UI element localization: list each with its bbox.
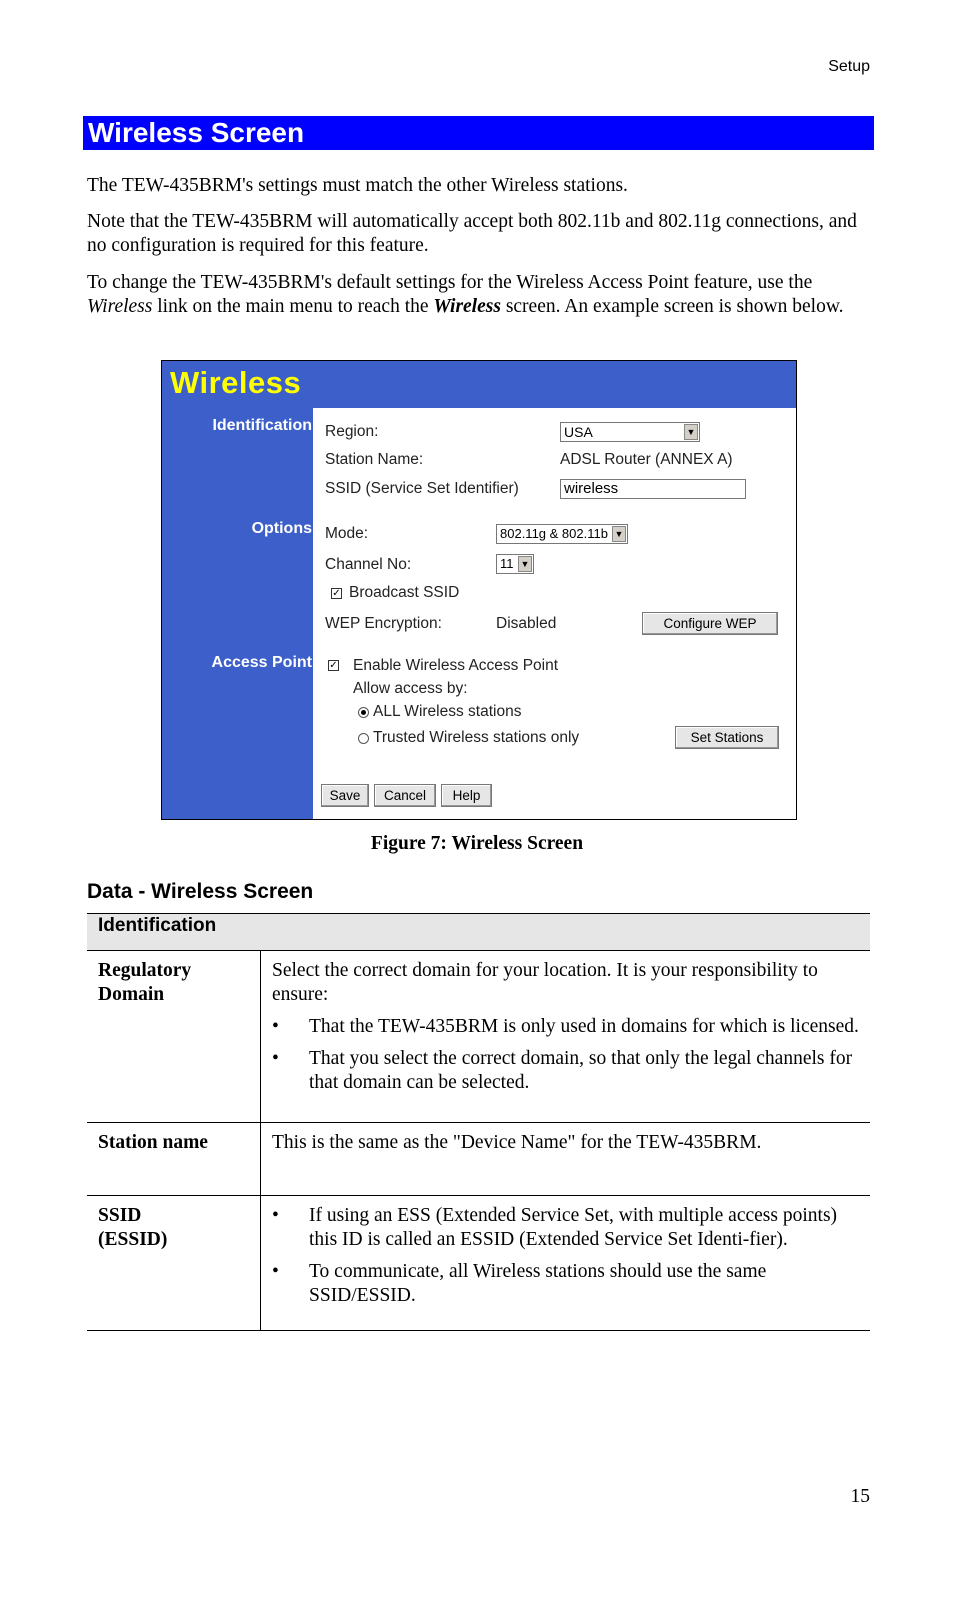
table-group-header: Identification bbox=[87, 914, 870, 951]
list-item: • That the TEW-435BRM is only used in domains for which is licensed. bbox=[272, 1015, 860, 1039]
ssid-label: SSID (Service Set Identifier) bbox=[325, 480, 519, 497]
wep-value: Disabled bbox=[496, 615, 557, 632]
settings-panel bbox=[313, 408, 797, 820]
region-label: Region: bbox=[325, 423, 379, 440]
side-label-options: Options bbox=[251, 520, 312, 537]
screenshot-title: Wireless bbox=[170, 365, 302, 400]
list-item: • To communicate, all Wireless stations should use the same SSID/ESSID. bbox=[272, 1260, 860, 1308]
channel-label: Channel No: bbox=[325, 556, 412, 573]
channel-select[interactable]: 11 ▼ bbox=[496, 554, 534, 574]
broadcast-ssid-checkbox[interactable]: ✓ bbox=[332, 588, 341, 599]
all-stations-label: ALL Wireless stations bbox=[373, 703, 522, 720]
side-label-identification: Identification bbox=[212, 417, 312, 434]
set-stations-button[interactable]: Set Stations bbox=[675, 726, 779, 749]
section-title: Wireless Screen bbox=[83, 116, 874, 150]
save-button[interactable]: Save bbox=[321, 784, 369, 807]
figure-caption: Figure 7: Wireless Screen bbox=[370, 833, 584, 854]
mode-select[interactable]: 802.11g & 802.11b ▼ bbox=[496, 524, 628, 544]
help-button[interactable]: Help bbox=[441, 784, 492, 807]
trusted-stations-radio[interactable] bbox=[358, 733, 369, 744]
station-name-value: ADSL Router (ANNEX A) bbox=[560, 451, 733, 468]
list-item: • If using an ESS (Extended Service Set, with multiple access points) this ID is called an ESSID (Extended Service Set Identi-fier). bbox=[272, 1204, 860, 1252]
data-heading: Data - Wireless Screen bbox=[87, 880, 314, 903]
trusted-stations-label: Trusted Wireless stations only bbox=[373, 729, 580, 746]
enable-ap-checkbox[interactable]: ✓ bbox=[329, 660, 338, 671]
running-header: Setup bbox=[828, 58, 870, 75]
table-row bbox=[87, 1123, 870, 1196]
row-name: Station name bbox=[87, 1123, 261, 1196]
data-table bbox=[87, 913, 870, 1331]
intro-paragraph-1: The TEW-435BRM's settings must match the other Wireless stations. bbox=[87, 175, 628, 196]
allow-access-label: Allow access by: bbox=[353, 680, 468, 697]
broadcast-ssid-label: Broadcast SSID bbox=[349, 584, 460, 601]
region-select[interactable]: USA ▼ bbox=[560, 422, 700, 442]
wireless-screenshot bbox=[161, 360, 797, 820]
chevron-down-icon: ▼ bbox=[518, 556, 532, 572]
table-row bbox=[87, 1196, 870, 1331]
mode-label: Mode: bbox=[325, 525, 369, 542]
wep-label: WEP Encryption: bbox=[325, 615, 442, 632]
chevron-down-icon: ▼ bbox=[684, 424, 698, 440]
all-stations-radio[interactable] bbox=[358, 707, 369, 718]
table-row bbox=[87, 951, 870, 1123]
list-item: • That you select the correct domain, so that only the legal channels for that domain can be selected. bbox=[272, 1047, 860, 1095]
wireless-link-text: Wireless bbox=[87, 296, 153, 317]
wireless-screen-text: Wireless bbox=[433, 296, 501, 317]
ssid-input[interactable]: wireless bbox=[560, 479, 746, 499]
row-name: SSID (ESSID) bbox=[87, 1196, 261, 1331]
row-name: Regulatory Domain bbox=[87, 951, 261, 1123]
intro-paragraph-3: To change the TEW-435BRM's default settings for the Wireless Access Point feature, use the Wireless link on the main menu to reach the Wireless screen. An example screen is shown below. bbox=[87, 272, 844, 317]
intro-paragraph-2: Note that the TEW-435BRM will automatically accept both 802.11b and 802.11g connections, and no configuration is required for this feature. bbox=[87, 211, 857, 256]
chevron-down-icon: ▼ bbox=[612, 526, 626, 542]
row-description bbox=[261, 1196, 871, 1331]
row-description: Select the correct domain for your location. It is your responsibility to ensure: • That the TEW-435BRM is only used in domains for which is licensed. • That you select the correct domain, so that only the legal channels for that domain can be selected. bbox=[261, 951, 871, 1123]
station-name-label: Station Name: bbox=[325, 451, 424, 468]
page-number: 15 bbox=[850, 1486, 870, 1507]
row-description: This is the same as the "Device Name" for the TEW-435BRM. bbox=[261, 1123, 871, 1196]
configure-wep-button[interactable]: Configure WEP bbox=[642, 612, 778, 635]
side-label-access-point: Access Point bbox=[211, 654, 312, 671]
enable-ap-label: Enable Wireless Access Point bbox=[353, 657, 559, 674]
cancel-button[interactable]: Cancel bbox=[374, 784, 436, 807]
